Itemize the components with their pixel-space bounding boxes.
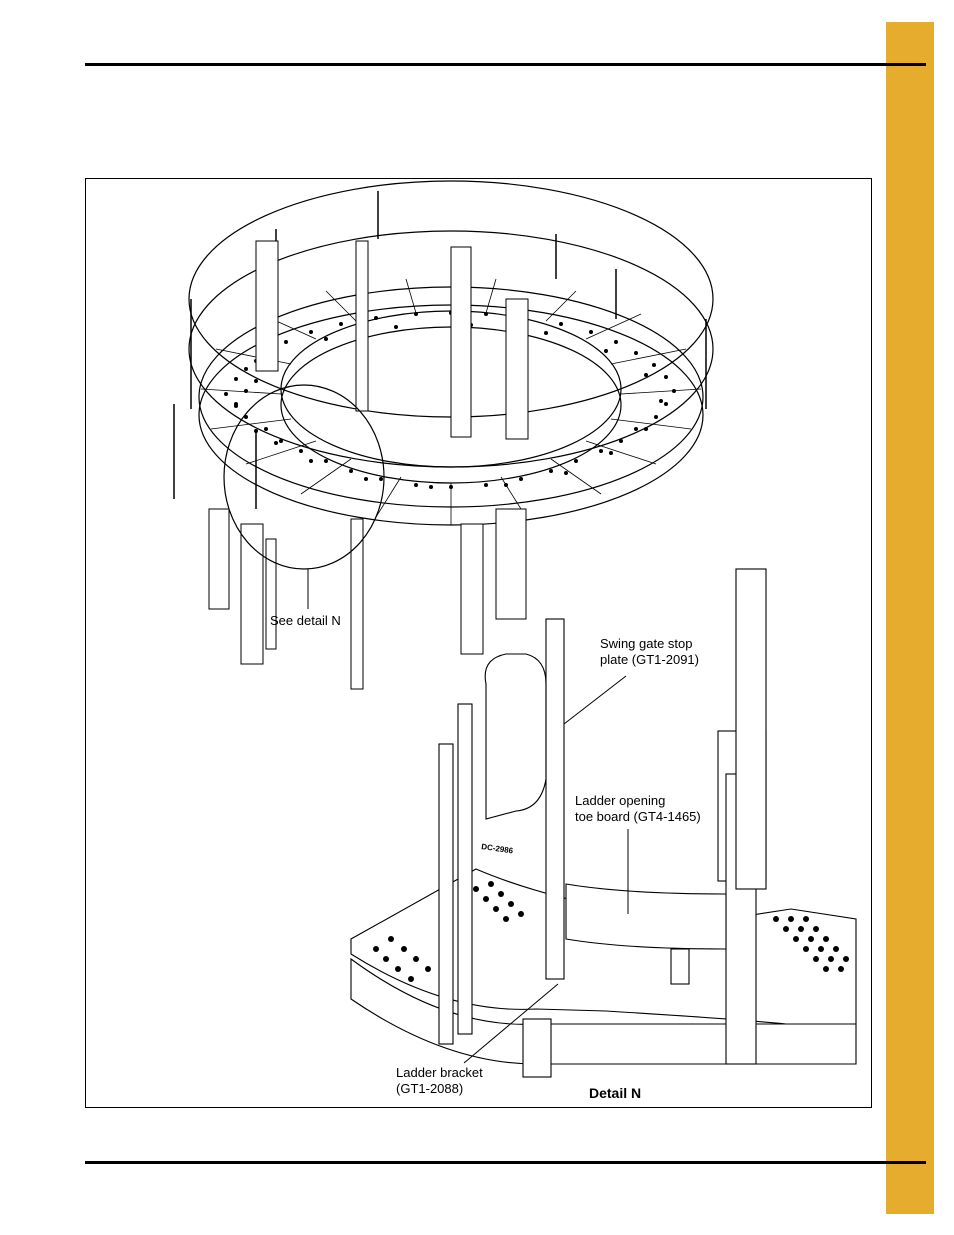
header-rule: [85, 63, 926, 66]
see-detail-label: See detail N: [270, 613, 341, 628]
toe-board-label: Ladder opening toe board (GT4-1465): [575, 793, 701, 824]
deck-perforations: [224, 311, 676, 489]
section-tab: [886, 22, 934, 1214]
platform-drawing: [86, 179, 873, 1109]
ladder-bracket-label: Ladder bracket (GT1-2088): [396, 1065, 483, 1096]
detail-title: Detail N: [589, 1085, 642, 1101]
swing-gate-label: Swing gate stop plate (GT1-2091): [600, 636, 699, 667]
figure-frame: [85, 178, 872, 1108]
footer-rule: [85, 1161, 926, 1164]
stamp-label: DC-2986: [480, 842, 514, 856]
leader-swing-gate: [564, 676, 626, 724]
